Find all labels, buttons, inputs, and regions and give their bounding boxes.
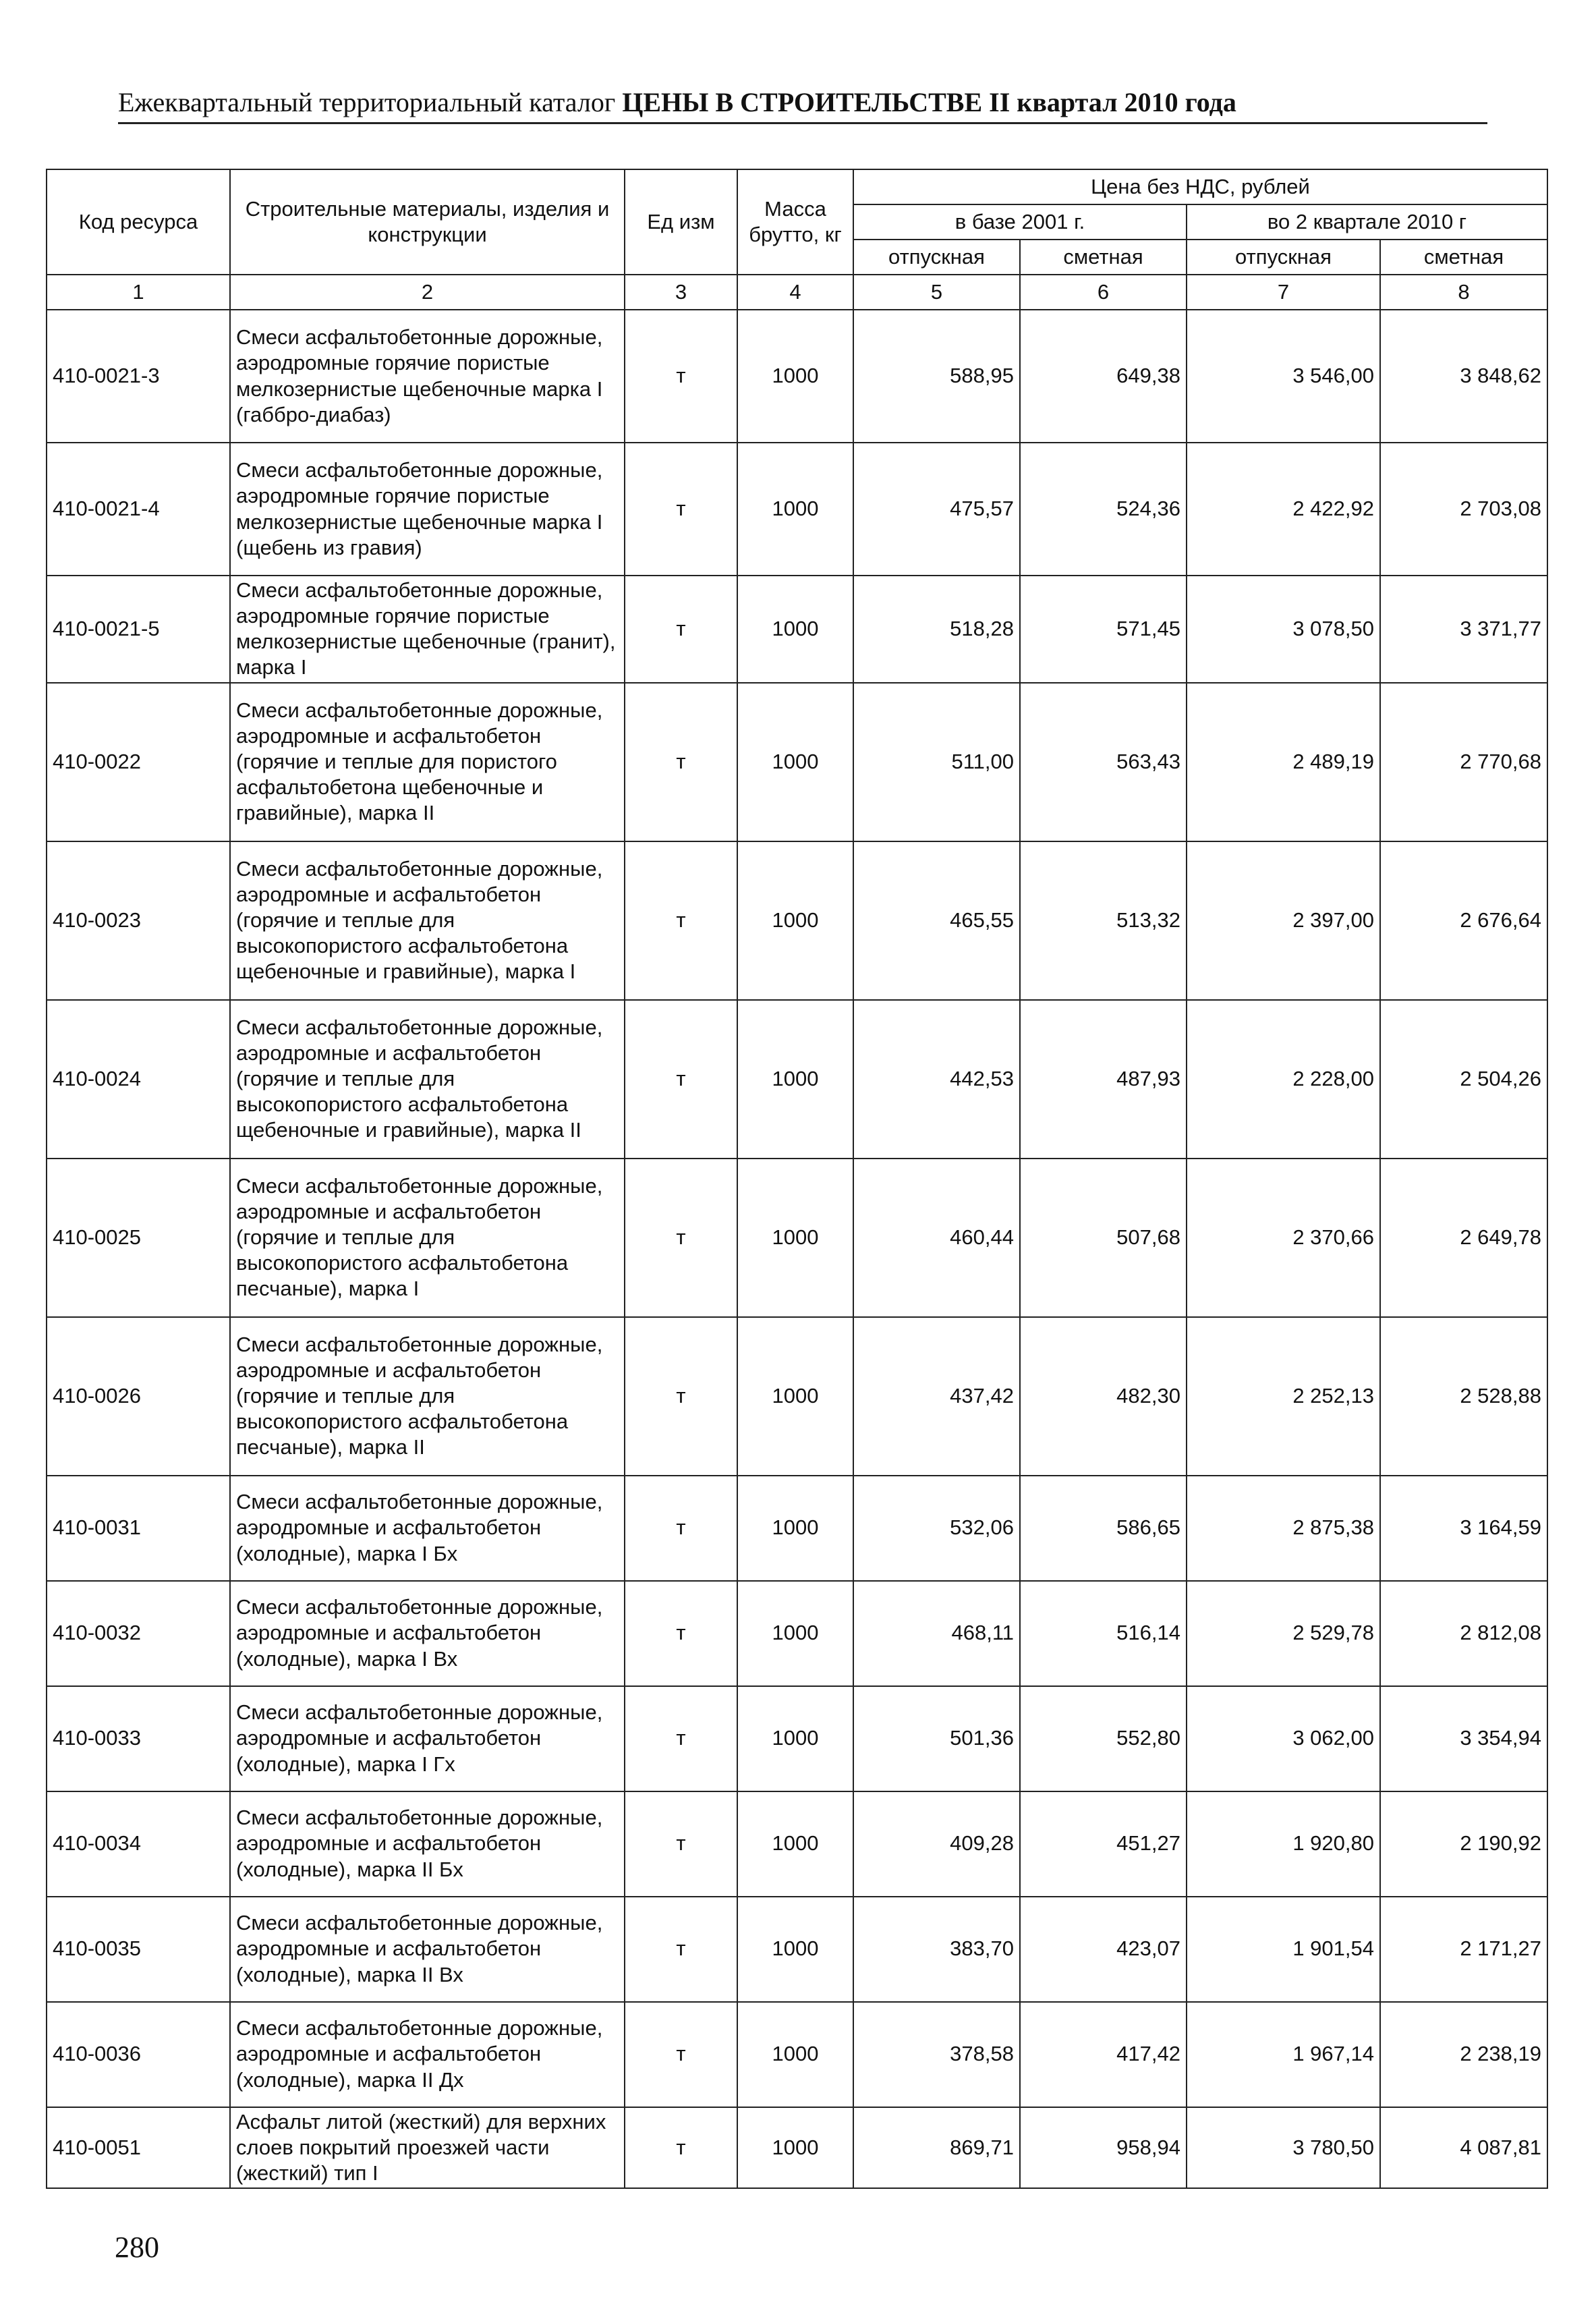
price-current-estimate: 2 504,26 (1380, 1000, 1547, 1159)
material-name: Смеси асфальтобетонные дорожные, аэродромные и асфальтобетон (горячие и теплые для высокопористого асфальтобетона щебеночные и гравийные), марка I (230, 841, 625, 1000)
price-base-estimate: 563,43 (1020, 683, 1187, 841)
price-current-estimate: 2 649,78 (1380, 1159, 1547, 1317)
unit-of-measure: т (625, 1791, 737, 1897)
price-base-release: 869,71 (853, 2107, 1020, 2188)
price-current-release: 3 780,50 (1187, 2107, 1380, 2188)
price-base-estimate: 552,80 (1020, 1686, 1187, 1791)
price-current-release: 2 252,13 (1187, 1317, 1380, 1476)
price-current-estimate: 2 171,27 (1380, 1897, 1547, 2002)
price-base-estimate: 513,32 (1020, 841, 1187, 1000)
price-base-release: 518,28 (853, 576, 1020, 683)
unit-of-measure: т (625, 841, 737, 1000)
gross-mass: 1000 (737, 310, 853, 443)
material-name: Смеси асфальтобетонные дорожные, аэродромные и асфальтобетон (холодные), марка II Вх (230, 1897, 625, 2002)
gross-mass: 1000 (737, 1159, 853, 1317)
table-row (47, 1476, 1547, 1581)
header-estimate-current: сметная (1380, 240, 1547, 275)
price-base-estimate: 516,14 (1020, 1581, 1187, 1686)
price-base-release: 437,42 (853, 1317, 1020, 1476)
table-row (47, 1581, 1547, 1686)
material-name: Смеси асфальтобетонные дорожные, аэродромные и асфальтобетон (холодные), марка I Вх (230, 1581, 625, 1686)
price-base-estimate: 571,45 (1020, 576, 1187, 683)
price-base-release: 383,70 (853, 1897, 1020, 2002)
material-name: Смеси асфальтобетонные дорожные, аэродромные и асфальтобетон (холодные), марка II Дх (230, 2002, 625, 2107)
column-number: 2 (230, 275, 625, 310)
catalog-title: ЦЕНЫ В СТРОИТЕЛЬСТВЕ (622, 87, 983, 117)
price-current-estimate: 2 703,08 (1380, 443, 1547, 576)
price-base-estimate: 423,07 (1020, 1897, 1187, 2002)
price-base-estimate: 417,42 (1020, 2002, 1187, 2107)
price-base-estimate: 487,93 (1020, 1000, 1187, 1159)
unit-of-measure: т (625, 1159, 737, 1317)
table-row (47, 1686, 1547, 1791)
column-number-row (47, 275, 1547, 310)
resource-code: 410-0023 (47, 841, 230, 1000)
material-name: Смеси асфальтобетонные дорожные, аэродромные и асфальтобетон (горячие и теплые для высокопористого асфальтобетона щебеночные и гравийные), марка II (230, 1000, 625, 1159)
price-table (46, 169, 1548, 2189)
price-current-release: 3 546,00 (1187, 310, 1380, 443)
catalog-prefix: Ежеквартальный территориальный каталог (118, 87, 616, 117)
gross-mass: 1000 (737, 1581, 853, 1686)
price-base-estimate: 586,65 (1020, 1476, 1187, 1581)
price-base-estimate: 482,30 (1020, 1317, 1187, 1476)
unit-of-measure: т (625, 1897, 737, 2002)
header-mass: Масса брутто, кг (737, 169, 853, 275)
column-number: 4 (737, 275, 853, 310)
table-row (47, 2107, 1547, 2188)
price-base-release: 501,36 (853, 1686, 1020, 1791)
table-row (47, 443, 1547, 576)
resource-code: 410-0021-4 (47, 443, 230, 576)
resource-code: 410-0024 (47, 1000, 230, 1159)
price-base-estimate: 451,27 (1020, 1791, 1187, 1897)
price-current-release: 2 370,66 (1187, 1159, 1380, 1317)
header-q2-2010: во 2 квартале 2010 г (1187, 204, 1547, 240)
gross-mass: 1000 (737, 1000, 853, 1159)
price-base-estimate: 524,36 (1020, 443, 1187, 576)
table-row (47, 1791, 1547, 1897)
price-current-release: 1 901,54 (1187, 1897, 1380, 2002)
price-current-release: 2 228,00 (1187, 1000, 1380, 1159)
price-current-estimate: 3 371,77 (1380, 576, 1547, 683)
resource-code: 410-0033 (47, 1686, 230, 1791)
header-release-current: отпускная (1187, 240, 1380, 275)
gross-mass: 1000 (737, 841, 853, 1000)
unit-of-measure: т (625, 1686, 737, 1791)
table-row (47, 1159, 1547, 1317)
price-base-estimate: 649,38 (1020, 310, 1187, 443)
material-name: Смеси асфальтобетонные дорожные, аэродромные и асфальтобетон (холодные), марка II Бх (230, 1791, 625, 1897)
material-name: Смеси асфальтобетонные дорожные, аэродромные горячие пористые мелкозернистые щебеночные марка I (габбро-диабаз) (230, 310, 625, 443)
table-row (47, 1317, 1547, 1476)
unit-of-measure: т (625, 2002, 737, 2107)
unit-of-measure: т (625, 576, 737, 683)
material-name: Асфальт литой (жесткий) для верхних слоев покрытий проезжей части (жесткий) тип I (230, 2107, 625, 2188)
header-code: Код ресурса (47, 169, 230, 275)
gross-mass: 1000 (737, 1317, 853, 1476)
resource-code: 410-0021-5 (47, 576, 230, 683)
gross-mass: 1000 (737, 443, 853, 576)
header-release-base: отпускная (853, 240, 1020, 275)
catalog-period: II квартал 2010 года (989, 87, 1236, 117)
price-base-release: 465,55 (853, 841, 1020, 1000)
column-number: 7 (1187, 275, 1380, 310)
price-base-release: 442,53 (853, 1000, 1020, 1159)
unit-of-measure: т (625, 1476, 737, 1581)
price-base-release: 468,11 (853, 1581, 1020, 1686)
price-current-release: 3 062,00 (1187, 1686, 1380, 1791)
price-base-release: 460,44 (853, 1159, 1020, 1317)
header-material: Строительные материалы, изделия и конструкции (230, 169, 625, 275)
unit-of-measure: т (625, 1317, 737, 1476)
unit-of-measure: т (625, 683, 737, 841)
gross-mass: 1000 (737, 1686, 853, 1791)
page-number: 280 (115, 2231, 159, 2264)
resource-code: 410-0034 (47, 1791, 230, 1897)
header-price: Цена без НДС, рублей (853, 169, 1547, 204)
price-current-release: 2 489,19 (1187, 683, 1380, 841)
price-base-estimate: 507,68 (1020, 1159, 1187, 1317)
catalog-header (118, 86, 1487, 124)
price-current-release: 3 078,50 (1187, 576, 1380, 683)
column-number: 8 (1380, 275, 1547, 310)
gross-mass: 1000 (737, 2107, 853, 2188)
gross-mass: 1000 (737, 1476, 853, 1581)
price-current-estimate: 3 848,62 (1380, 310, 1547, 443)
price-current-release: 1 967,14 (1187, 2002, 1380, 2107)
header-estimate-base: сметная (1020, 240, 1187, 275)
price-current-estimate: 2 676,64 (1380, 841, 1547, 1000)
material-name: Смеси асфальтобетонные дорожные, аэродромные и асфальтобетон (горячие и теплые для высокопористого асфальтобетона песчаные), марка II (230, 1317, 625, 1476)
header-base-2001: в базе 2001 г. (853, 204, 1187, 240)
resource-code: 410-0036 (47, 2002, 230, 2107)
resource-code: 410-0035 (47, 1897, 230, 2002)
material-name: Смеси асфальтобетонные дорожные, аэродромные и асфальтобетон (горячие и теплые для пористого асфальтобетона щебеночные и гравийные), марка II (230, 683, 625, 841)
resource-code: 410-0025 (47, 1159, 230, 1317)
material-name: Смеси асфальтобетонные дорожные, аэродромные горячие пористые мелкозернистые щебеночные (гранит), марка I (230, 576, 625, 683)
price-base-release: 588,95 (853, 310, 1020, 443)
price-current-estimate: 2 528,88 (1380, 1317, 1547, 1476)
price-base-release: 475,57 (853, 443, 1020, 576)
table-row (47, 310, 1547, 443)
price-current-release: 1 920,80 (1187, 1791, 1380, 1897)
price-base-release: 532,06 (853, 1476, 1020, 1581)
resource-code: 410-0021-3 (47, 310, 230, 443)
material-name: Смеси асфальтобетонные дорожные, аэродромные и асфальтобетон (горячие и теплые для высокопористого асфальтобетона песчаные), марка I (230, 1159, 625, 1317)
table-row (47, 1897, 1547, 2002)
gross-mass: 1000 (737, 2002, 853, 2107)
table-row (47, 1000, 1547, 1159)
price-current-estimate: 2 190,92 (1380, 1791, 1547, 1897)
gross-mass: 1000 (737, 1791, 853, 1897)
table-row (47, 683, 1547, 841)
price-base-release: 378,58 (853, 2002, 1020, 2107)
column-number: 3 (625, 275, 737, 310)
price-current-estimate: 3 354,94 (1380, 1686, 1547, 1791)
resource-code: 410-0026 (47, 1317, 230, 1476)
table-row (47, 576, 1547, 683)
unit-of-measure: т (625, 1000, 737, 1159)
column-number: 5 (853, 275, 1020, 310)
price-base-estimate: 958,94 (1020, 2107, 1187, 2188)
gross-mass: 1000 (737, 1897, 853, 2002)
column-number: 1 (47, 275, 230, 310)
price-base-release: 409,28 (853, 1791, 1020, 1897)
unit-of-measure: т (625, 1581, 737, 1686)
header-unit: Ед изм (625, 169, 737, 275)
resource-code: 410-0022 (47, 683, 230, 841)
material-name: Смеси асфальтобетонные дорожные, аэродромные и асфальтобетон (холодные), марка I Бх (230, 1476, 625, 1581)
resource-code: 410-0032 (47, 1581, 230, 1686)
price-current-release: 2 397,00 (1187, 841, 1380, 1000)
price-current-estimate: 4 087,81 (1380, 2107, 1547, 2188)
gross-mass: 1000 (737, 576, 853, 683)
unit-of-measure: т (625, 2107, 737, 2188)
resource-code: 410-0051 (47, 2107, 230, 2188)
material-name: Смеси асфальтобетонные дорожные, аэродромные горячие пористые мелкозернистые щебеночные марка I (щебень из гравия) (230, 443, 625, 576)
price-current-release: 2 422,92 (1187, 443, 1380, 576)
price-current-release: 2 529,78 (1187, 1581, 1380, 1686)
table-row (47, 2002, 1547, 2107)
column-number: 6 (1020, 275, 1187, 310)
price-current-release: 2 875,38 (1187, 1476, 1380, 1581)
price-current-estimate: 2 770,68 (1380, 683, 1547, 841)
unit-of-measure: т (625, 443, 737, 576)
price-current-estimate: 2 812,08 (1380, 1581, 1547, 1686)
price-base-release: 511,00 (853, 683, 1020, 841)
material-name: Смеси асфальтобетонные дорожные, аэродромные и асфальтобетон (холодные), марка I Гх (230, 1686, 625, 1791)
price-current-estimate: 3 164,59 (1380, 1476, 1547, 1581)
table-row (47, 841, 1547, 1000)
unit-of-measure: т (625, 310, 737, 443)
price-current-estimate: 2 238,19 (1380, 2002, 1547, 2107)
gross-mass: 1000 (737, 683, 853, 841)
resource-code: 410-0031 (47, 1476, 230, 1581)
